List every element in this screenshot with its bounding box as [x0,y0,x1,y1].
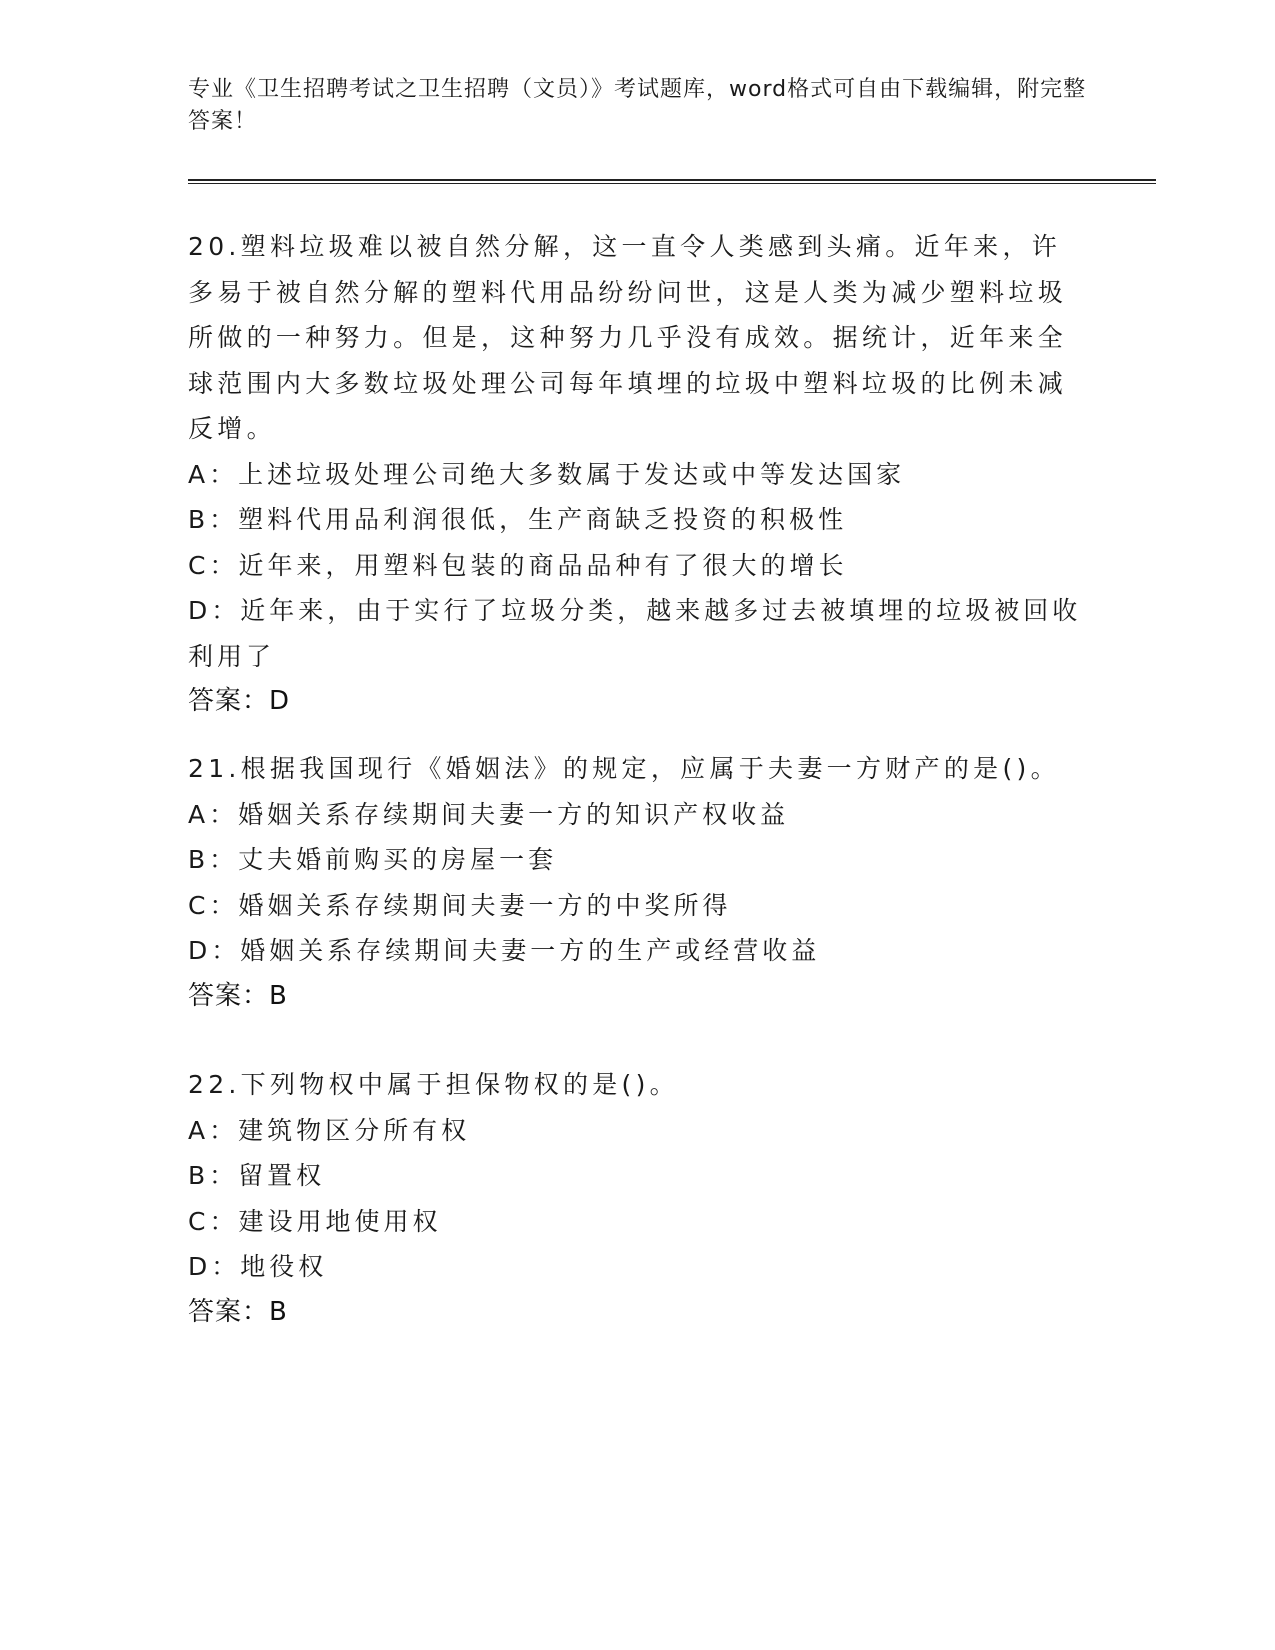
option-a: A：建筑物区分所有权 [188,1115,471,1145]
option-a: A：婚姻关系存续期间夫妻一方的知识产权收益 [188,799,790,829]
option-b: B：丈夫婚前购买的房屋一套 [188,845,558,874]
option-a: A：上述垃圾处理公司绝大多数属于发达或中等发达国家 [188,459,906,489]
question-21 [188,746,1088,1019]
question-stem: 21.根据我国现行《婚姻法》的规定，应属于夫妻一方财产的是()。 [188,754,1060,783]
option-c: C：建设用地使用权 [188,1206,442,1236]
option-d: D：地役权 [188,1252,328,1281]
question-22 [188,1062,1088,1335]
option-b: B：塑料代用品利润很低，生产商缺乏投资的积极性 [188,505,848,534]
question-20 [188,224,1088,725]
answer-label: 答案：B [188,980,288,1011]
option-d: D：婚姻关系存续期间夫妻一方的生产或经营收益 [188,936,821,965]
answer-label: 答案：B [188,1296,288,1327]
answer-label: 答案：D [188,686,291,716]
option-d: D：近年来，由于实行了垃圾分类，越来越多过去被填埋的垃圾被回收利用了 [188,596,1082,671]
option-c: C：近年来，用塑料包装的商品品种有了很大的增长 [188,550,848,580]
header-divider-thick [188,179,1156,181]
option-b: B：留置权 [188,1161,326,1190]
question-stem: 22.下列物权中属于担保物权的是()。 [188,1070,679,1099]
question-stem: 20.塑料垃圾难以被自然分解，这一直令人类感到头痛。近年来，许多易于被自然分解的塑料代用品纷纷问世，这是人类为减少塑料垃圾所做的一种努力。但是，这种努力几乎没有成效。据统计，近年来全球范围内大多数垃圾处理公司每年填埋的垃圾中塑料垃圾的比例未减反增。 [188,232,1068,443]
option-c: C：婚姻关系存续期间夫妻一方的中奖所得 [188,890,732,920]
header-divider-thin [188,183,1156,184]
document-header: 专业《卫生招聘考试之卫生招聘（文员）》考试题库，word格式可自由下载编辑，附完整答案！ [188,77,1087,134]
